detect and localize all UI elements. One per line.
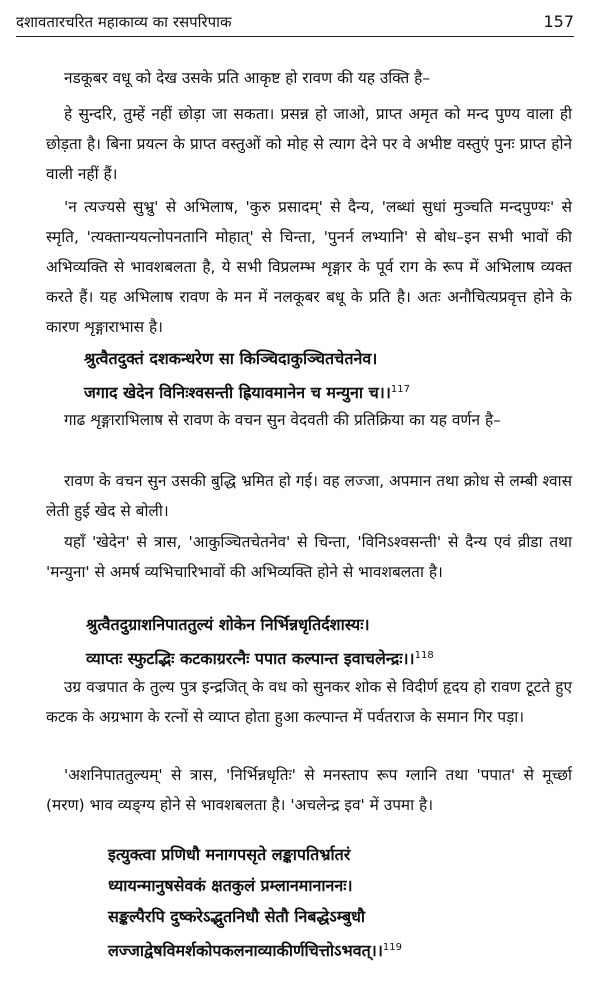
verse-117-line-2-text: जगाद खेदेन विनिःश्वसन्ती ह्रियावमानेन च मन्युना च।।: [84, 383, 391, 402]
paragraph-intro: नडकूबर वधू को देख उसके प्रति आकृष्ट हो रावण की यह उक्ति है–: [64, 69, 431, 87]
verse-119-line-2: ध्यायन्मानुषसेवकं क्षतकुलं प्रम्लानमानाननः।: [108, 876, 353, 895]
verse-119-line-3: सङ्कल्पैरपि दुष्करेऽद्भुतनिधौ सेतौ निबद्धेऽम्बुधौ: [108, 907, 366, 926]
footnote-ref-119: 119: [382, 942, 402, 953]
paragraph-translation-3: उग्र वज्रपात के तुल्य पुत्र इन्द्रजित् के वध को सुनकर शोक से विदीर्ण हृदय हो रावण टूटते हुए कटक के अग्रभाग के रत्नों से व्याप्त होता हुआ कल्पान्त में पर्वतराज के समान गिर पड़ा।: [46, 678, 572, 726]
verse-119-line-4-text: लज्जाद्वेषविमर्शकोपकलनाव्याकीर्णचित्तोऽभवत्।।: [108, 941, 383, 960]
verse-119-line-4: [108, 932, 402, 966]
footnote-ref-117: 117: [390, 384, 410, 395]
paragraph-translation-1: हे सुन्दरि, तुम्हें नहीं छोड़ा जा सकता। प्रसन्न हो जाओ, प्राप्त अमृत को मन्द पुण्य वाला ही छोड़ता है। बिना प्रयत्न के प्राप्त वस्तुओं को मोह से त्याग देने पर वे अभीष्ट वस्तुएं पुनः प्राप्त होने वाली नहीं हैं।: [46, 105, 572, 183]
verse-119-line-1: इत्युक्त्वा प्रणिधौ मनागपसृते लङ्कापतिर्भ्रातरं: [108, 845, 351, 864]
verse-118: [86, 609, 434, 674]
verse-117-line-1: श्रुत्वैतदुक्तं दशकन्धरेण सा किञ्चिदाकुञ्चितचेतनेव।: [84, 349, 378, 368]
paragraph-analysis-1: 'न त्यज्यसे सुभ्रु' से अभिलाष, 'कुरु प्रसादम्' से दैन्य, 'लब्धां सुधां मुञ्चति मन्दपुण्यः' से स्मृति, 'त्यक्तान्ययत्नोपनतानि मोहात्' से चिन्ता, 'पुनर्न लभ्यानि' से बोध–इन सभी भावों की अभिव्यक्ति से भावशबलता है, ये सभी विप्रलम्भ शृङ्गार के पूर्व राग के रूप में अभिलाष व्यक्त करते हैं। यह अभिलाष रावण के मन में नलकूबर बधू के प्रति है। अतः अनौचित्यप्रवृत्त होने के कारण शृङ्गाराभास है।: [46, 198, 572, 336]
paragraph-analysis-2: यहाँ 'खेदेन' से त्रास, 'आकुञ्चितचेतनेव' से चिन्ता, 'विनिऽश्वसन्ती' से दैन्य एवं व्रीडा तथा 'मन्युना' से अमर्ष व्यभिचारिभावों की अभिव्यक्ति होने से भावशबलता है।: [46, 533, 572, 581]
page-number: 157: [543, 12, 574, 31]
verse-118-line-2: [86, 640, 434, 674]
running-title: दशावतारचरित महाकाव्य का रसपरिपाक: [16, 13, 232, 31]
running-header: [16, 10, 574, 37]
verse-118-line-2-text: व्याप्तः स्फुटद्भिः कटकाग्ररत्नैः पपात कल्पान्त इवाचलेन्द्रः।।: [86, 649, 415, 668]
verse-117-line-2: [84, 374, 410, 408]
verse-119: [108, 839, 402, 966]
paragraph-analysis-3: 'अशनिपाततुल्यम्' से त्रास, 'निर्भिन्नधृतिः' से मनस्ताप रूप ग्लानि तथा 'पपात' से मूर्च्छा (मरण) भाव व्यङ्ग्य होने से भावशबलता है। 'अचलेन्द्र इव' में उपमा है।: [46, 766, 572, 814]
verse-117: [84, 343, 410, 408]
verse-118-line-1: श्रुत्वैतदुग्राशनिपाततुल्यं शोकेन निर्भिन्नधृतिर्दशास्यः।: [86, 615, 370, 634]
footnote-ref-118: 118: [414, 650, 434, 661]
paragraph-context-2: गाढ शृङ्गाराभिलाष से रावण के वचन सुन वेदवती की प्रतिक्रिया का यह वर्णन है–: [64, 411, 501, 429]
paragraph-translation-2: रावण के वचन सुन उसकी बुद्धि भ्रमित हो गई। वह लज्जा, अपमान तथा क्रोध से लम्बी श्वास लेती हुई खेद से बोली।: [46, 472, 572, 520]
